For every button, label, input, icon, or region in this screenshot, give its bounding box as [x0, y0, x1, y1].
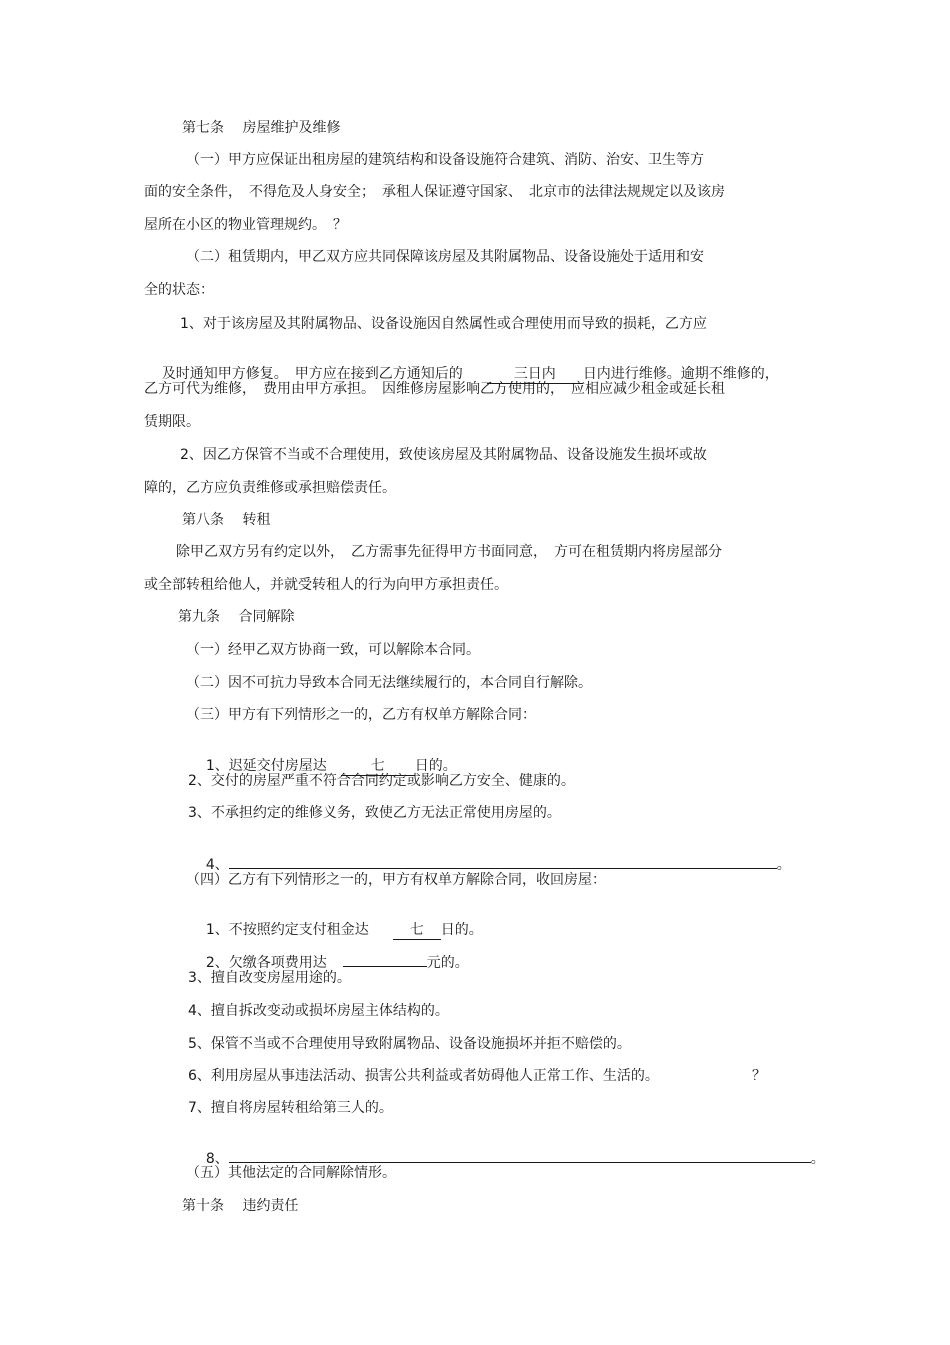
paragraph-line: 1、对于该房屋及其附属物品、设备设施因自然属性或合理使用而导致的损耗，乙方应 [180, 316, 707, 332]
clause-line: （五）其他法定的合同解除情形。 [186, 1165, 396, 1181]
article-10-heading: 第十条 违约责任 [182, 1198, 299, 1214]
article-7-heading: 第七条 房屋维护及维修 [182, 120, 341, 136]
clause-line: （一）经甲乙双方协商一致，可以解除本合同。 [186, 642, 480, 658]
clause-item: 4、擅自拆改变动或损坏房屋主体结构的。 [188, 1003, 449, 1019]
text-segment: 2、欠缴各项费用达 [205, 955, 327, 971]
paragraph-line: 除甲乙双方另有约定以外， 乙方需事先征得甲方书面同意， 方可在租赁期内将房屋部分 [176, 544, 722, 560]
text-segment: 日的。 [414, 758, 457, 774]
fill-blank: 七 [393, 922, 441, 940]
fill-blank: 三日内 [487, 366, 583, 384]
text-segment: 日内进行维修。逾期不维修的， [582, 366, 779, 382]
clause-item: 7、擅自将房屋转租给第三人的。 [188, 1100, 393, 1116]
article-8-heading: 第八条 转租 [182, 512, 271, 528]
text-segment: 4、 [205, 857, 229, 873]
paragraph-line: 全的状态： [144, 282, 214, 298]
paragraph-line: 赁期限。 [144, 414, 200, 430]
question-mark: ？ [752, 1068, 766, 1084]
paragraph-line: 或全部转租给他人，并就受转租人的行为向甲方承担责任。 [144, 577, 508, 593]
text-segment: 。 [776, 857, 791, 873]
text-segment: 1、不按照约定支付租金达 [205, 922, 369, 938]
fill-blank-line [229, 1162, 811, 1163]
clause-item: 3、擅自改变房屋用途的。 [188, 970, 351, 986]
text-segment: 。 [810, 1151, 825, 1167]
clause-item: 2、交付的房屋严重不符合合同约定或影响乙方安全、健康的。 [188, 773, 575, 789]
paragraph-line: 乙方可代为维修， 费用由甲方承担。 因维修房屋影响乙方使用的， 应相应减少租金或延长租 [144, 381, 725, 397]
clause-line: （四）乙方有下列情形之一的，甲方有权单方解除合同，收回房屋： [186, 872, 606, 888]
article-9-heading: 第九条 合同解除 [178, 609, 295, 625]
fill-blank-line [343, 966, 427, 967]
paragraph-line: 2、因乙方保管不当或不合理使用，致使该房屋及其附属物品、设备设施发生损坏或故 [180, 447, 707, 463]
clause-line: （二）因不可抗力导致本合同无法继续履行的，本合同自行解除。 [186, 675, 592, 691]
text-segment: 及时通知甲方修复。 甲方应在接到乙方通知后的 [161, 366, 463, 382]
text-segment: 8、 [205, 1151, 229, 1167]
clause-item: 3、不承担约定的维修义务，致使乙方无法正常使用房屋的。 [188, 805, 561, 821]
fill-blank: 七 [341, 758, 415, 776]
paragraph-line: 屋所在小区的物业管理规约。 ？ [144, 217, 347, 233]
paragraph-line: 障的，乙方应负责维修或承担赔偿责任。 [144, 480, 396, 496]
paragraph-line: （二）租赁期内，甲乙双方应共同保障该房屋及其附属物品、设备设施处于适用和安 [186, 249, 704, 265]
clause-line: （三）甲方有下列情形之一的，乙方有权单方解除合同： [186, 707, 536, 723]
fill-blank-line [229, 868, 777, 869]
text-segment: 1、迟延交付房屋达 [205, 758, 327, 774]
paragraph-line: 面的安全条件， 不得危及人身安全； 承租人保证遵守国家、 北京市的法律法规规定以及该房 [144, 184, 725, 200]
paragraph-line: （一）甲方应保证出租房屋的建筑结构和设备设施符合建筑、消防、治安、卫生等方 [186, 152, 704, 168]
clause-item: 6、利用房屋从事违法活动、损害公共利益或者妨碍他人正常工作、生活的。 [188, 1068, 659, 1084]
text-segment: 元的。 [426, 955, 469, 971]
clause-item: 5、保管不当或不合理使用导致附属物品、设备设施损坏并拒不赔偿的。 [188, 1036, 631, 1052]
text-segment: 日的。 [440, 922, 483, 938]
